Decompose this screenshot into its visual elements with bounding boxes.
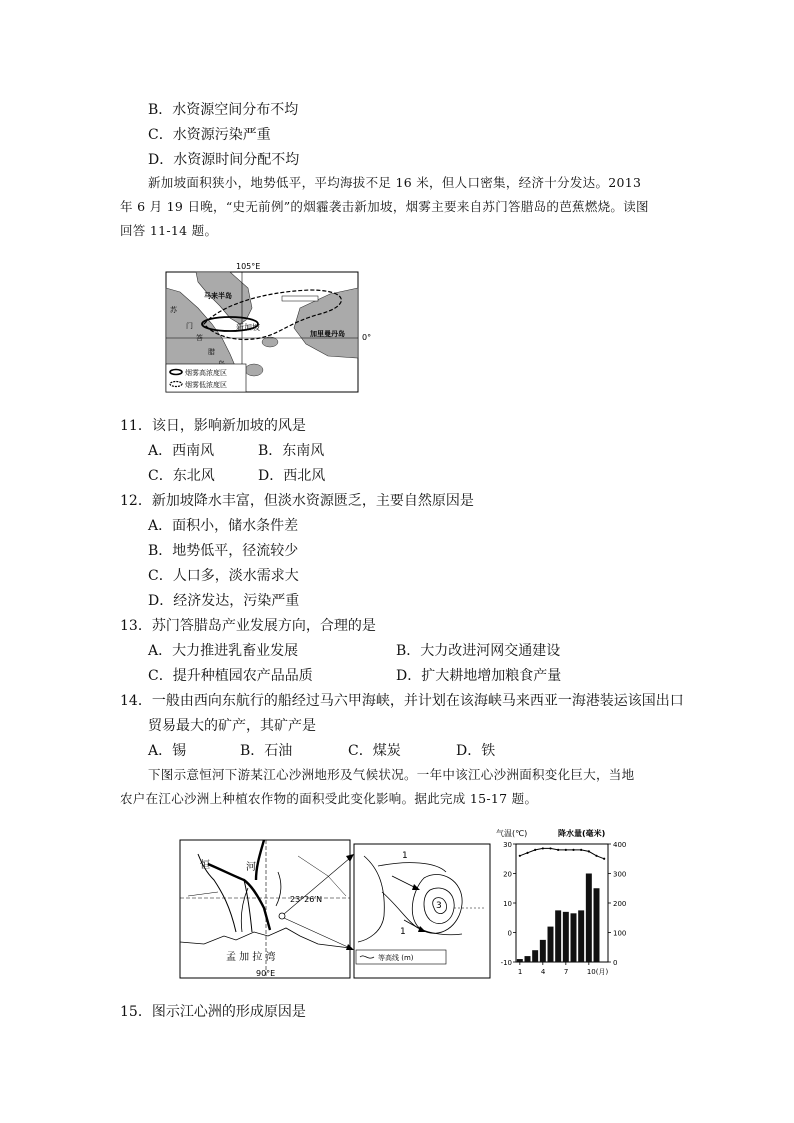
- passage-1-line-3: 回答 11-14 题。: [120, 223, 218, 238]
- legend-low-label: 烟雾低浓度区: [185, 381, 227, 389]
- temperature-point: [557, 849, 559, 851]
- q13-option-c: C．提升种植园农产品品质: [148, 668, 313, 684]
- temperature-point: [534, 849, 536, 851]
- bay-of-bengal-label: 孟 加 拉 湾: [226, 952, 276, 963]
- precip-axis-label: 降水量(毫米): [558, 829, 606, 838]
- precipitation-bar: [517, 959, 523, 962]
- q12-option-b: B．地势低平，径流较少: [148, 543, 299, 559]
- map-singapore-haze: [160, 258, 380, 402]
- x-tick-label: 10(月): [586, 968, 609, 976]
- q14-stem-line-2: 贸易最大的矿产，其矿产是: [148, 718, 316, 734]
- q11-option-d: D．西北风: [258, 468, 326, 484]
- precipitation-bar: [532, 950, 538, 962]
- temperature-point: [603, 858, 605, 860]
- kalimantan-label: 加里曼丹岛: [310, 330, 345, 338]
- q12-option-a: A．面积小，储水条件差: [148, 518, 299, 534]
- q12-stem: 12．新加坡降水丰富，但淡水资源匮乏，主要自然原因是: [120, 493, 474, 509]
- precip-tick-label: 200: [613, 900, 627, 908]
- q14-option-c: C．煤炭: [348, 743, 401, 759]
- temperature-point: [572, 849, 574, 851]
- passage-1-line-1: 新加坡面积狭小，地势低平，平均海拔不足 16 米，但人口密集，经济十分发达。2013: [148, 175, 642, 190]
- passage-2-line-1: 下图示意恒河下游某江心沙洲地形及气候状况。一年中该江心沙洲面积变化巨大，当地: [148, 767, 635, 782]
- singapore-label: 新加坡: [236, 323, 260, 332]
- temperature-point: [595, 855, 597, 857]
- precip-tick-label: 300: [613, 870, 627, 879]
- temp-tick-label: 30: [503, 841, 512, 849]
- q11-stem: 11．该日，影响新加坡的风是: [120, 418, 306, 434]
- sumatra-label-2: 门: [186, 322, 193, 330]
- temp-tick-label: 20: [503, 870, 512, 879]
- precipitation-bar: [571, 913, 577, 962]
- temperature-point: [565, 849, 567, 851]
- precipitation-bar: [594, 888, 600, 962]
- legend-high-label: 烟雾高浓度区: [185, 369, 227, 377]
- tropic-label: 23°26′N: [290, 895, 323, 904]
- precipitation-bar: [540, 940, 546, 962]
- q14-option-a: A．锡: [148, 743, 187, 759]
- longitude-label: 105°E: [236, 262, 261, 271]
- q13-option-d: D．扩大耕地增加粮食产量: [396, 668, 562, 684]
- q11-option-a: A．西南风: [148, 443, 215, 459]
- sumatra-label-4: 腊: [208, 348, 215, 356]
- temp-tick-label: -10: [500, 959, 512, 967]
- equator-label: 0°: [362, 333, 372, 342]
- ganges-label-2: 河: [246, 862, 256, 873]
- meridian-label: 90°E: [256, 969, 276, 978]
- x-tick-label: 7: [563, 968, 569, 976]
- q10-option-d: D．水资源时间分配不均: [148, 152, 300, 168]
- passage-1-line-2: 年 6 月 19 日晚，“史无前例”的烟霾袭击新加坡，烟雾主要来自苏门答腊岛的芭蕉燃烧。读图: [120, 199, 649, 214]
- climate-chart: [494, 826, 644, 990]
- precipitation-bar: [548, 927, 554, 962]
- map-ganges-delta: [178, 836, 494, 986]
- precip-tick-label: 400: [613, 841, 627, 849]
- q11-option-b: B．东南风: [258, 443, 325, 459]
- precipitation-bar: [525, 956, 531, 962]
- temperature-point: [580, 849, 582, 851]
- q15-stem: 15．图示江心洲的形成原因是: [120, 1004, 306, 1020]
- x-tick-label: 1: [517, 968, 523, 976]
- q11-option-c: C．东北风: [148, 468, 215, 484]
- contour-label-1b: 1: [400, 927, 406, 937]
- contour-label-1a: 1: [402, 851, 408, 861]
- passage-2-line-2: 农户在江心沙洲上种植农作物的面积受此变化影响。据此完成 15-17 题。: [120, 791, 538, 806]
- precipitation-bar: [578, 910, 584, 962]
- temperature-point: [588, 850, 590, 852]
- malay-peninsula-label: 马来半岛: [204, 292, 232, 300]
- precip-tick-label: 100: [613, 929, 627, 938]
- contour-legend-label: 等高线 (m): [378, 954, 414, 962]
- precipitation-bar: [586, 874, 592, 963]
- temperature-point: [542, 847, 544, 849]
- contour-label-3: 3: [436, 901, 442, 911]
- temperature-point: [526, 852, 528, 854]
- q12-option-d: D．经济发达，污染严重: [148, 593, 300, 609]
- temperature-point: [549, 847, 551, 849]
- temp-tick-label: 10: [503, 900, 512, 908]
- q14-option-d: D．铁: [456, 743, 496, 759]
- x-tick-label: 4: [540, 968, 546, 976]
- q12-option-c: C．人口多，淡水需求大: [148, 568, 299, 584]
- q13-option-b: B．大力改进河网交通建设: [396, 643, 561, 659]
- q10-option-c: C．水资源污染严重: [148, 127, 271, 143]
- q13-option-a: A．大力推进乳畜业发展: [148, 643, 299, 659]
- precip-tick-label: 0: [613, 959, 618, 967]
- precipitation-bar: [563, 912, 569, 962]
- temp-axis-label: 气温(℃): [496, 829, 528, 838]
- temp-tick-label: 0: [507, 929, 512, 938]
- q13-stem: 13．苏门答腊岛产业发展方向，合理的是: [120, 618, 376, 634]
- q14-option-b: B．石油: [240, 743, 293, 759]
- q14-stem-line-1: 14．一般由西向东航行的船经过马六甲海峡，并计划在该海峡马来西亚一海港装运该国出口: [120, 693, 684, 709]
- sumatra-label-1: 苏: [170, 306, 177, 314]
- temperature-point: [519, 855, 521, 857]
- ganges-label-1: 恒: [200, 860, 210, 871]
- sumatra-label-3: 答: [196, 334, 203, 342]
- precipitation-bar: [555, 910, 561, 962]
- q10-option-b: B．水资源空间分布不均: [148, 102, 299, 118]
